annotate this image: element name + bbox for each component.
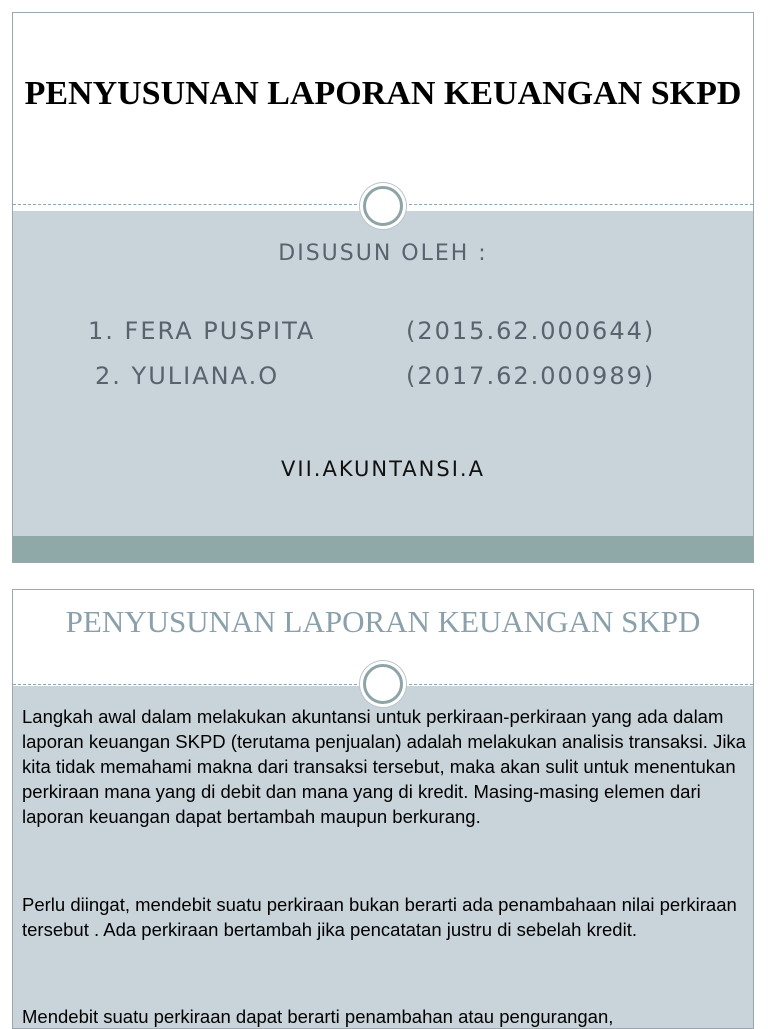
authors-panel	[13, 211, 753, 536]
class-label: VII.AKUNTANSI.A	[281, 457, 485, 481]
content-slide	[12, 589, 754, 1029]
author-id: (2017.62.000989)	[406, 362, 656, 390]
slide-title: PENYUSUNAN LAPORAN KEUANGAN SKPD	[65, 604, 701, 639]
circle-ornament-icon	[363, 664, 403, 704]
paragraph: Perlu diingat, mendebit suatu perkiraan bukan berarti ada penambahaan nilai perkiraan tersebut . Ada perkiraan bertambah jika pencatatan justru di sebelah kredit.	[22, 894, 737, 940]
author-name: 2. YULIANA.O	[95, 362, 280, 390]
author-2	[95, 362, 655, 390]
content-panel	[13, 686, 753, 1028]
slide-title: PENYUSUNAN LAPORAN KEUANGAN SKPD	[24, 75, 742, 112]
title-slide	[12, 12, 754, 563]
author-id: (2015.62.000644)	[406, 317, 656, 345]
circle-ornament-icon	[363, 186, 403, 226]
paragraph: Mendebit suatu perkiraan dapat berarti penambahan atau pengurangan,	[22, 1006, 614, 1027]
footer-bar	[13, 536, 753, 562]
paragraph: Langkah awal dalam melakukan akuntansi untuk perkiraan-perkiraan yang ada dalam laporan keuangan SKPD (terutama penjualan) adalah melakukan analisis transaksi. Jika kita tidak memahami makna dari transaksi tersebut, maka akan sulit untuk menentukan perkiraan mana yang di debit dan mana yang di kredit. Masing-masing elemen dari laporan keuangan dapat bertambah maupun berkurang.	[22, 706, 746, 827]
author-name: 1. FERA PUSPITA	[88, 317, 316, 345]
author-1	[88, 317, 655, 345]
prepared-by-label: DISUSUN OLEH :	[278, 241, 488, 266]
